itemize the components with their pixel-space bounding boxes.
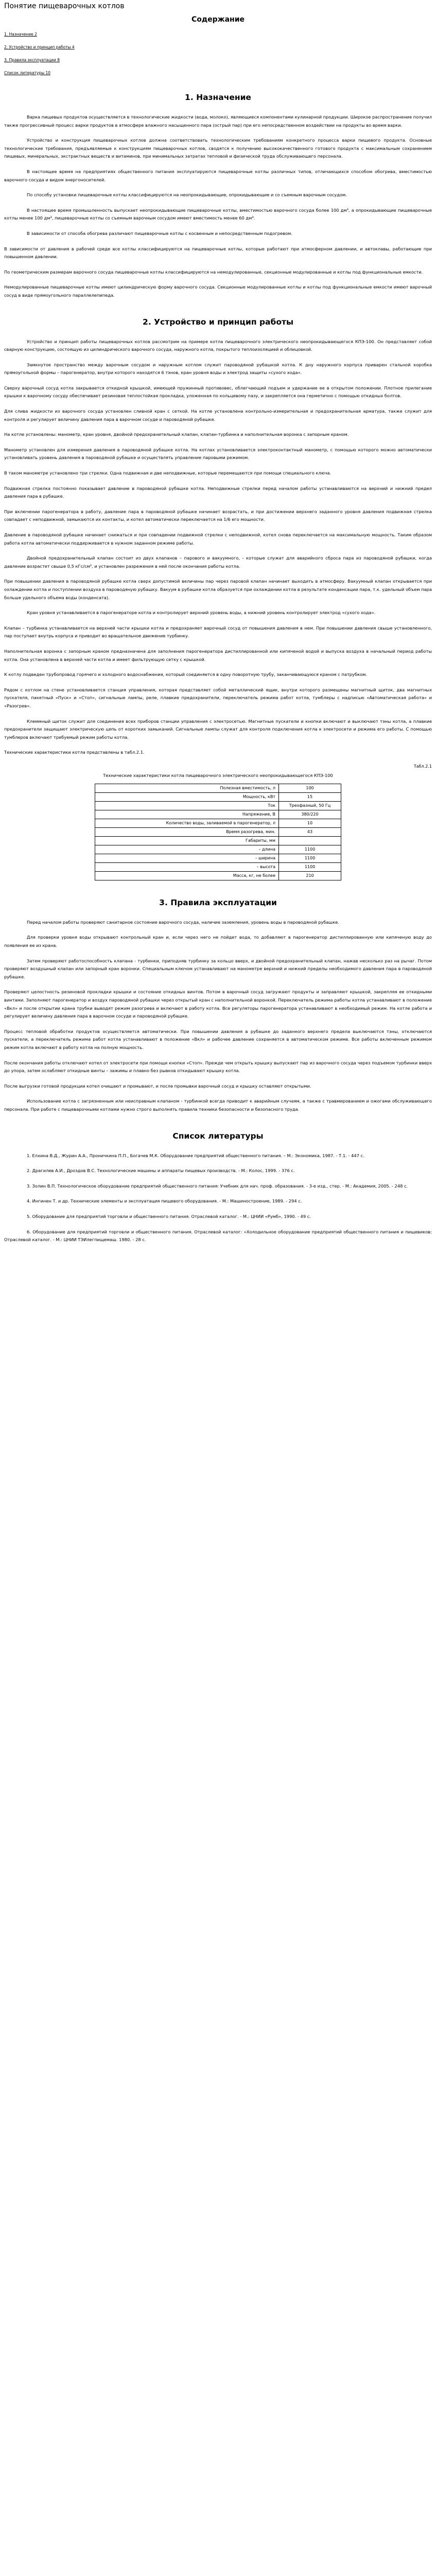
table-cell: 43 xyxy=(279,827,341,836)
reference-item: 1. Елхина В.Д., Журин А.А., Проничкина П.П., Богачев М.К. Оборудование предприятий общественного питания. – М.: Экономика, 1987. - Т.1. - 447 с. xyxy=(27,1153,364,1158)
spec-table xyxy=(95,784,341,880)
section-purpose xyxy=(4,93,432,300)
paragraph: Варка пищевых продуктов осуществляется в технологические жидкости (вода, молоко), являющиеся компонентами кулинарной продукции. Широкое распространение получил также прогрессивный процесс варки продуктов в атмосфере влажного насыщенного пара (острый пар) при его непосредственном воздействии на продукты во время варки. xyxy=(4,114,432,128)
paragraph: Затем проверяют работоспособность клапана - турбинки, приподняв турбинку за кольцо вверх, и двойной предохранительный клапан, нажав несколько раз на рычаг. Потом проверяют воздушный клапан или запорный кран воронки. Специальным ключом устанавливают на манометре верхний и нижний пределы необходимого давления пара в пароводяной рубашке. xyxy=(4,958,432,979)
reference-item: 2. Драгилев А.И., Дроздов В.С. Технологические машины и аппараты пищевых производств. - М.: Колос, 1999. - 376 с. xyxy=(27,1168,295,1174)
paragraph: Технические характеристики котла представлены в табл.2.1. xyxy=(4,750,145,755)
paragraph: На котле установлены: манометр, кран уровня, двойной предохранительный клапан, клапан-турбинка и наполнительная воронка с запорным краном. xyxy=(4,432,349,437)
section-heading: 2. Устройство и принцип работы xyxy=(143,317,293,327)
table-cell: – длина xyxy=(95,845,279,854)
paragraph: В зависимости от способа обогрева различают пищеварочные котлы с косвенным и непосредственным подогревом. xyxy=(27,230,292,236)
section-operation xyxy=(4,898,432,1114)
paragraph: Манометр установлен для измерения давления в пароводяной рубашке котла. На котлах установливается электроконтактный манометр, с помощью которого можно автоматически установливать уровень давления в пароводяной рубашке и осуществлять управление паровыми режимом. xyxy=(4,447,432,461)
toc-link[interactable]: Список литературы 10 xyxy=(4,71,51,75)
table-cell: Габариты, мм xyxy=(95,836,279,845)
paragraph: В зависимости от давления в рабочей среде все котлы классифицируются на пищеварочные котлы, которые работают при атмосферном давлении, и автоклавы, работающие при повышенном давлении. xyxy=(4,246,432,260)
paragraph: Перед началом работы проверяют санитарное состояние варочного сосуда, наличие заземления, уровень воды в пароводяной рубашке. xyxy=(27,919,339,925)
reference-item: 3. Золин В.П. Технологическое оборудование предприятий общественного питания: Учебник для нач. проф. образования. - 3-е изд., стер. - М.: Академия, 2005. - 248 с. xyxy=(27,1183,408,1189)
paragraph: Подвижная стрелка постоянно показывает давление в пароводяной рубашке котла. Неподвижные стрелки перед началом работы устанавливаются на верхний и нижний предел давления пара в рубашке. xyxy=(4,485,432,499)
table-of-contents xyxy=(4,15,432,75)
table-cell: 380/220 xyxy=(279,810,341,819)
table-cell: Ток xyxy=(95,801,279,810)
toc-link[interactable]: 1. Назначение 2 xyxy=(4,32,37,37)
table-row xyxy=(95,792,341,801)
toc-heading: Содержание xyxy=(191,15,245,24)
paragraph: Рядом с котлом на стене установливается станция управления, которая представляет собой металлический ящик, внутри которого размещены магнитный щиток, два магнитных пускателя, пакетный «Пуск» и «Стоп», сигнальные лампы, реле, плавкие предохранители, переключатель режима работ котла, тумблеры с надписью «Автоматическая работа» и «Разогрев». xyxy=(4,687,432,708)
toc-link[interactable]: 2. Устройство и принцип работы 4 xyxy=(4,45,75,49)
paragraph: Давление в пароводяной рубашке начинает снижаться и при совпадении подвижной стрелки с неподвижной, котел снова переключается на максимальную мощность. Таким образом работа котла автоматически поддерживается в нужном заданном режиме работы. xyxy=(4,532,432,546)
paragraph: Немодулированные пищеварочные котлы имеют цилиндрическую форму варочного сосуда. Секционные модулированные котлы и котлы под функциональные емкости имеют варочный сосуд в виде прямоугольного параллелепипеда. xyxy=(4,284,432,298)
table-row xyxy=(95,801,341,810)
document xyxy=(0,2,436,1244)
table-cell: Трехфазный, 50 Гц xyxy=(279,801,341,810)
table-cell: Количество воды, заливаемой в парогенератор, л xyxy=(95,819,279,827)
paragraph: После выгрузки готовой продукции котел очищают и промывают, и после промывки варочный сосуд и крышку оставляют открытыми. xyxy=(4,1083,311,1089)
table-row xyxy=(95,827,341,836)
paragraph: При включении парогенератора в работу, давление пара в пароводяной рубашке начинает возрастать, и при достижении верхнего заданного уровня давления подвижная стрелка совпадает с неподвижной, замыкаются их контакты, и котел автоматически переключается на 1/6 его мощности. xyxy=(4,509,432,522)
table-row xyxy=(95,819,341,827)
table-cell: 210 xyxy=(279,871,341,880)
paragraph: При повышении давления в пароводяной рубашке котла сверх допустимой величины пар через паровой клапан начинает выходить в атмосферу. Вакуумный клапан открывается при охлаждении котла и поступлении воздуха в пароводяную рубашку. Вакуум в рубашке котла образуется при охлаждении котла в результате конденсации пара, т.к. удельный объем пара больше удельного объема воды (конденсата). xyxy=(4,579,432,600)
table-cell: Масса, кг, не более xyxy=(95,871,279,880)
table-cell: Полезная вместимость, л xyxy=(95,784,279,792)
table-cell: – ширина xyxy=(95,854,279,862)
table-cell: 1100 xyxy=(279,862,341,871)
paragraph: Для слива жидкости из варочного сосуда установлен сливной кран с сеткой. На котле установлена контрольно-измерительная и предохранительная арматура, также служит для контроля и регулирует величину давления пара в варочном сосуде и пароводяной рубашке. xyxy=(4,409,432,422)
table-row xyxy=(95,810,341,819)
paragraph: Двойной предохранительный клапан состоит из двух клапанов – парового и вакуумного, - которые служат для аварийного сброса пара из пароводяной рубашки, когда давление возрастет свыше 0,5 кГс/см², и установлен разрежения в ней после окончания работы котла. xyxy=(4,555,432,569)
paragraph: Устройство и принцип работы пищеварочных котлов рассмотрим на примере котла пищеварочного электрического неопрокидывающегося КПЭ-100. Он представляет собой сварную конструкцию, состоящую из цилиндрического варочного сосуда, наружного котла, покрытого теплоизоляцией и облицовкой. xyxy=(4,338,432,352)
table-row xyxy=(95,862,341,871)
reference-item: 6. Оборудование для предприятий торговли и общественного питания. Отраслевой каталог: «Холодильное оборудование предприятий общественного питания и пищевиков: Отраслевой каталог. - М.: ЦНИИ ТЭИлегпищемаш. 1980. - 28 с. xyxy=(4,1229,432,1243)
section-references xyxy=(4,1131,432,1244)
table-cell: – высота xyxy=(95,862,279,871)
paragraph: По геометрическим размерам варочного сосуда пищеварочные котлы классифицируются на немодулированные, секционные модулированные и котлы под функциональные емкости. xyxy=(4,269,423,275)
paragraph: В таком манометре установлено три стрелки. Одна подвижная и две неподвижные, которые перемещаются при помощи специального ключа. xyxy=(4,470,332,476)
paragraph: Процесс тепловой обработки продуктов осуществляется автоматически. При повышении давления в рубашке до заданного верхнего предела выключаются тэны, отключаются пускатели, а переключатель режима работ котла устанавливают в положение «Вкл» и рабочее давление сохраняется в автоматическом режиме. Все работы включенным режимом режим котла включают в работу котла на полную мощность. xyxy=(4,1028,432,1050)
table-number: Табл.2.1 xyxy=(413,764,432,769)
table-caption: Технические характеристики котла пищеварочного электрического неопрокидывающегося КПЭ-100 xyxy=(103,772,333,778)
table-cell: Напряжение, В xyxy=(95,810,279,819)
paragraph: Кран уровня устанавливается в парогенераторе котла и контролирует верхний уровень воды, а нижний уровень контролирует электрод «сухого хода». xyxy=(27,610,376,616)
section-heading: Список литературы xyxy=(172,1131,264,1141)
table-cell: 1100 xyxy=(279,854,341,862)
table-cell: 1100 xyxy=(279,845,341,854)
table-cell: 100 xyxy=(279,784,341,792)
paragraph: Использование котла с загрязненным или неисправным клапаном - турбинкой всегда приводит к аварийным случаям, а также с травмированием и ожогами обслуживающего персонала. При работе с пищеварочными котлами нужно строго выполнять правила техники безопасности и безопасного труда. xyxy=(4,1098,432,1112)
section-design xyxy=(4,317,432,880)
section-heading: 3. Правила эксплуатации xyxy=(159,897,277,907)
paragraph: Клапан – турбинка устанавливается на верхней части крышки котла и предохраняет варочный сосуд от повышения давления в нем. При повышении давления свыше установленного, пар поступает внутрь корпуса и приводит во вращательное движение турбинку. xyxy=(4,625,432,639)
table-cell xyxy=(279,836,341,845)
table-row xyxy=(95,854,341,862)
paragraph: Наполнительная воронка с запорным краном предназначена для заполнения парогенератора дистиллированной или кипяченой водой и выпуска воздуха в начальный период работы котла. Она установлена в верхней части котла и имеет фильтрующую сетку с крышкой. xyxy=(4,648,432,662)
paragraph: К котлу подведен трубопровод горячего и холодного водоснабжения, который соединяется в одну поворотную трубу, заканчивающуюся краном с патрубком. xyxy=(4,672,368,677)
table-row xyxy=(95,871,341,880)
paragraph: Проверяют целостность резиновой прокладки крышки и состояние откидных винтов. Потом в варочный сосуд загружают продукты и заправляют крышкой, закрепляя ее откидными винтами. Заполняют парогенератор и воздух пароводяной рубашки через открытый кран с наполнительной воронкой. Переключатель режима работы котла устанавливают в положение «Вкл» и после открытии крана трубки выводят режим разогрева и включают в работу котла. Все регуляторы парогенератора устанавливают в необходимый режим. На котле работа и регулирует величину давления пара в варочном сосуде и пароводяной рубашке. xyxy=(4,989,432,1019)
table-row xyxy=(95,784,341,792)
paragraph: По способу установки пищеварочные котлы классифицируются на неопрокидывающие, опрокидывающие и со съемным варочным сосудом. xyxy=(27,192,347,198)
reference-item: 5. Оборудование для предприятий торговли и общественного питания. Отраслевой каталог. - М.: ЦНИИ «Румб», 1990. - 49 с. xyxy=(27,1213,311,1219)
paragraph: Устройство и конструкция пищеварочных котлов должна соответствовать технологическим требованиям конкретного процесса варки пищевого продукта. Основные технологические требования, предъявляемые к конструкциям пищеварочных котлов, сводятся к получению высококачественного готового продукта с максимальным сохранением пищевых, минеральных, экстрактных веществ и витаминов, при минимальных затратах тепловой и физической труда обслуживающего персонала. xyxy=(4,138,432,159)
page-title: Понятие пищеварочных котлов xyxy=(4,2,125,10)
paragraph: После окончания работы отключают котел от электросети при помощи кнопки «Стоп». Прежде чем открыть крышку выпускают пар из варочного сосуда через подъемом турбинки вверх до упора, затем ослабляют откидные винты – зажимы и плавно без рывков откидывают крышку котла. xyxy=(4,1060,432,1074)
paragraph: Сверху варочный сосуд котла закрывается откидной крышкой, имеющей пружинный противовес, облегчающий подъем и удержание ее в открытом положении. Плотное прилегание крышки к варочному сосуду обеспечивает резиновая теплостойкая прокладка, уложенная по кольцевому пазу, и закрепляется она герметично с помощью откидных болтов. xyxy=(4,385,432,399)
paragraph: Клеммный щиток служит для соединения всех приборов станции управления с электросетью. Магнитные пускатели и кнопки включают и выключают тэны котла, а плавкие предохранители защищают электрическую цепь от коротких замыканий. Сигнальные лампы служат для контроля подключения котла к электросети и режима его работы. С помощью тумблеров включают требуемый режим работы котла. xyxy=(4,718,432,740)
paragraph: Замкнутое пространство между варочным сосудом и наружным котлом служит пароводяной рубашкой котла. К дну наружного корпуса приварен стальной коробка прямоугольной формы – парогенератор, внутри которого находятся 6 тэнов, кран уровня воды и электрод защиты «сухого хода». xyxy=(4,362,432,376)
table-cell: 10 xyxy=(279,819,341,827)
table-cell: Мощность, кВт xyxy=(95,792,279,801)
paragraph: В настоящее время на предприятиях общественного питания эксплуатируются пищеварочные котлы различных типов, отличающихся способом обогрева, вместимостью варочного сосуда и видом энергоносителей. xyxy=(4,168,432,182)
table-cell: 15 xyxy=(279,792,341,801)
section-heading: 1. Назначение xyxy=(185,93,251,102)
paragraph: В настоящее время промышленность выпускает неопрокидывающие пищеварочные котлы, вместимостью варочного сосуда более 100 дм³, а опрокидывающие пищеварочные котлы менее 100 дм³, пищеварочные котлы со съемным варочным сосудом имеют вместимость менее 60 дм³. xyxy=(4,207,432,221)
reference-list xyxy=(4,1152,432,1244)
table-row xyxy=(95,836,341,845)
reference-item: 4. Ингинен Т. и др. Технические элементы и эксплуатация пищевого оборудования. - М.: Машиностроение, 1989. - 294 с. xyxy=(27,1198,302,1204)
table-cell: Время разогрева, мин. xyxy=(95,827,279,836)
table-row xyxy=(95,845,341,854)
toc-link[interactable]: 3. Правила эксплуатации 8 xyxy=(4,58,60,62)
paragraph: Для проверки уровня воды открывают контрольный кран и, если через него не пойдет вода, то добавляют в парогенератор дистиллированную или кипяченую воду до появления ее из крана. xyxy=(4,935,432,948)
